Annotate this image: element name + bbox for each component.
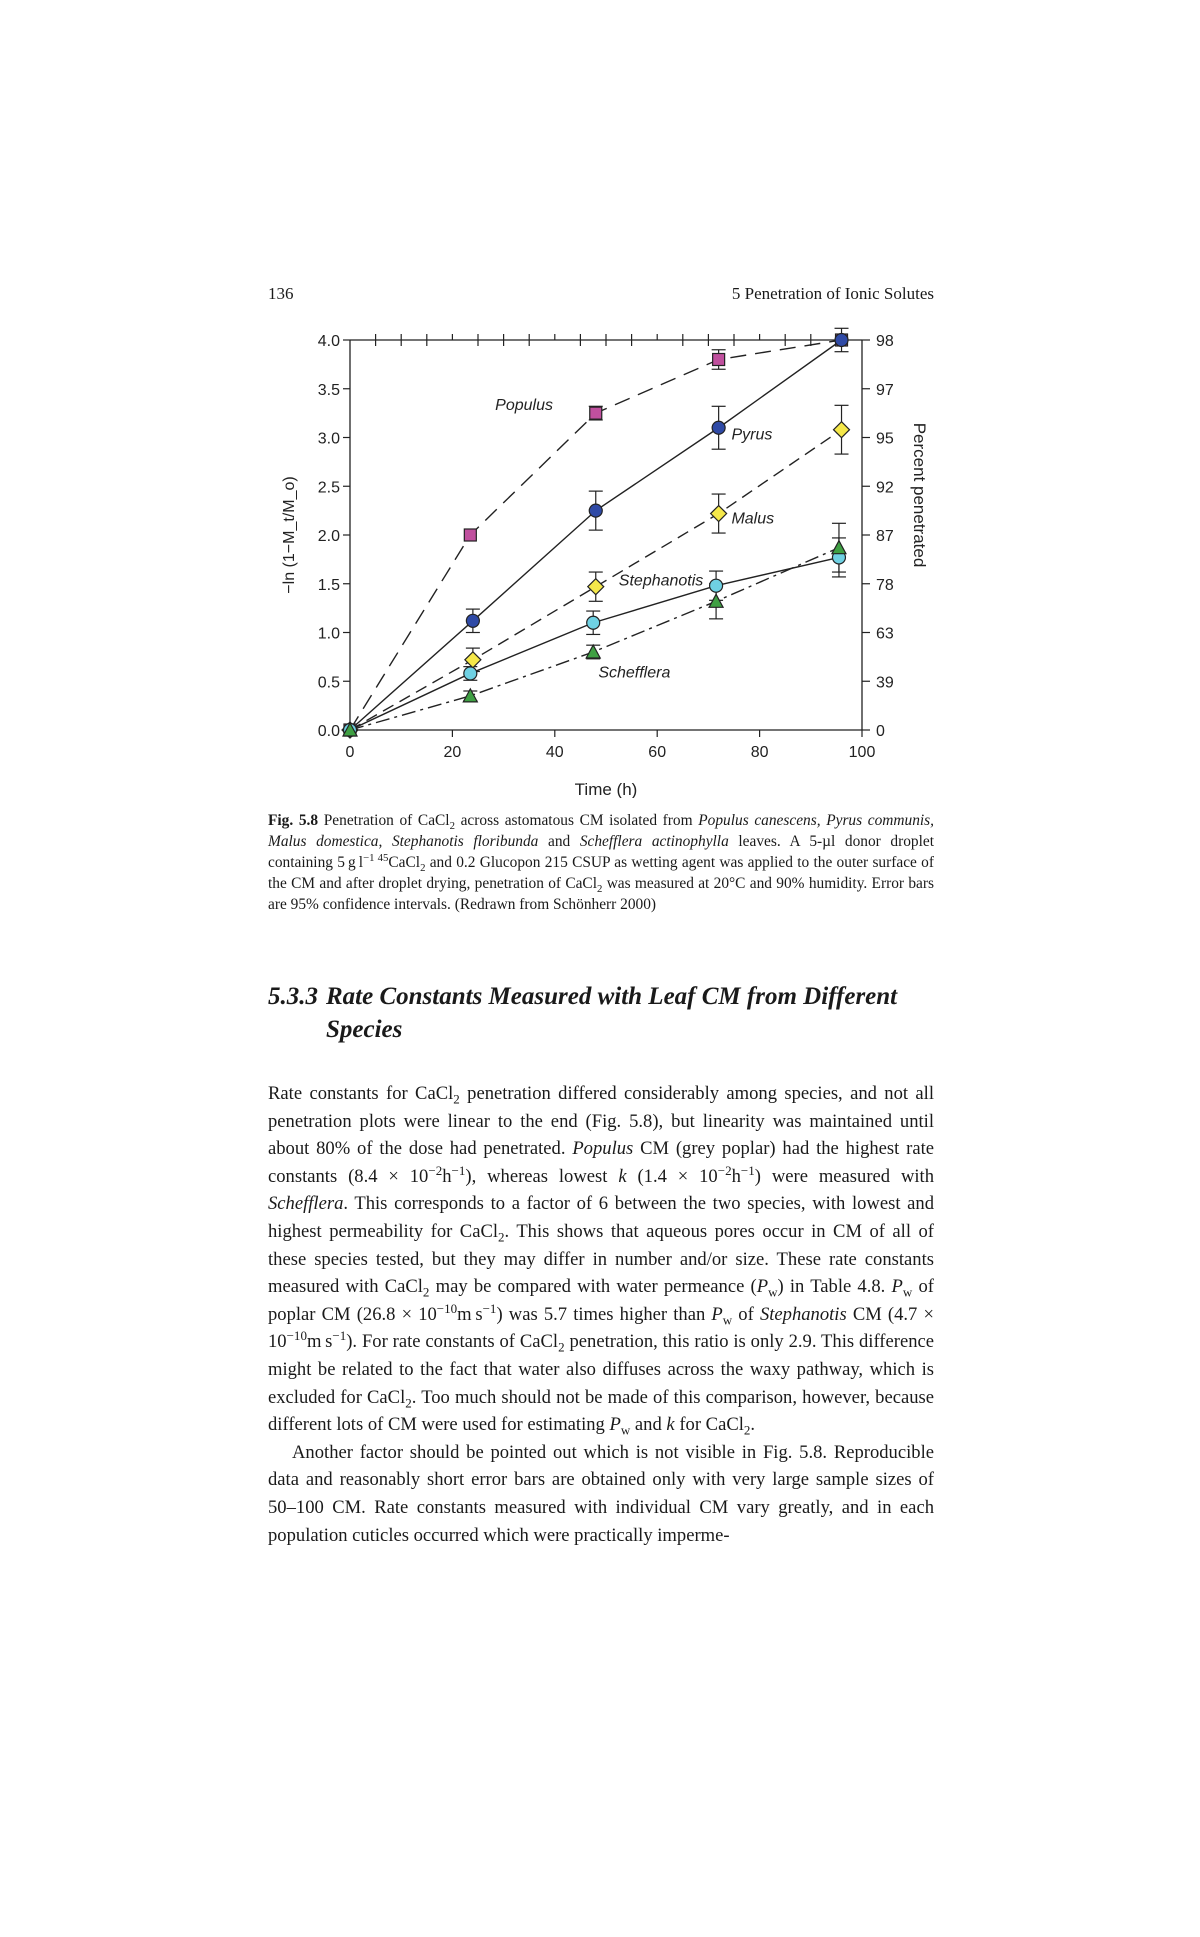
- series-line-populus: [350, 340, 842, 730]
- y2-tick-label: 78: [876, 576, 894, 594]
- marker-malus: [588, 579, 604, 595]
- marker-stephanotis: [587, 616, 600, 629]
- y-tick-label: 1.0: [317, 625, 340, 643]
- y-tick-label: 0.5: [317, 674, 340, 692]
- series-label-schefflera: Schefflera: [598, 664, 671, 682]
- y2-tick-label: 87: [876, 528, 894, 545]
- series-label-pyrus: Pyrus: [731, 426, 773, 444]
- marker-malus: [711, 506, 727, 522]
- section-title-line1: Rate Constants Measured with Leaf CM from Different: [326, 983, 898, 1010]
- y-tick-label: 3.5: [317, 381, 340, 399]
- page-number: 136: [268, 284, 294, 303]
- x-tick-label: 80: [750, 744, 769, 761]
- marker-stephanotis: [464, 667, 477, 680]
- section-number: 5.3.3: [268, 983, 318, 1010]
- figure-caption: Fig. 5.8 Penetration of CaCl$_2$ across astomatous CM isolated from Populus canescens, Pyrus communis, Malus domestica, Stephanotis floribunda and Schefflera actinophylla leaves. A 5-µl donor droplet containing 5 g $l^{-1}$ $^{45}$CaCl$_2$ and 0.2 Glucopon 215 CSUP as wetting agent was applied to the outer surface of the CM and after droplet drying, penetration of CaCl$_2$ was measured at 20°C and 90% humidity. Error bars are 95% confidence intervals. (Redrawn from Schönherr 2000): [268, 812, 935, 913]
- y2-axis-title: Percent penetrated: [910, 422, 929, 568]
- y2-tick-label: 39: [876, 674, 894, 692]
- paragraph-2: Another factor should be pointed out which is not visible in Fig. 5.8. Reproducible data and reasonably short error bars are obtained only with very large sample sizes of 50–100 CM. Rate constants measured with individual CM vary greatly, and in each population cuticles occurred which were practically imperme-: [268, 1441, 934, 1546]
- marker-schefflera: [586, 645, 600, 658]
- y2-tick-label: 63: [876, 625, 894, 643]
- marker-malus: [834, 422, 850, 438]
- marker-schefflera: [832, 541, 846, 554]
- paragraph-1: Rate constants for CaCl$_2$ penetration differed considerably among species, and not all penetration plots were linear to the end (Fig. 5.8), but linearity was maintained until about 80% of the dose had penetrated. Populus CM (grey poplar) had the highest rate constants $(8.4 \times 10^{-2}h^{-1})$, whereas lowest k $(1.4 \times 10^{-2}h^{-1})$ were measured with Schefflera. This corresponds to a factor of 6 between the two species, with lowest and highest permeability for CaCl$_2$. This shows that aqueous pores occur in CM of all of these species tested, but they may differ in number and/or size. These rate constants measured with CaCl$_2$ may be compared with water permeance $(P_w)$ in Table 4.8. $P_w$ of poplar CM ($26.8 \times 10^{-10}m$ $s^{-1}$) was 5.7 times higher than $P_w$ of Stephanotis CM ($4.7 \times 10^{-10}m$ $s^{-1}$). For rate constants of CaCl$_2$ penetration, this ratio is only 2.9. This difference might be related to the fact that water also diffuses across the waxy pathway, which is excluded for CaCl$_2$. Too much should not be made of this comparison, however, because different lots of CM were used for estimating $P_w$ and k for CaCl$_2$.: [268, 1083, 934, 1438]
- figure-label: Fig. 5.8: [268, 812, 319, 829]
- marker-populus: [590, 407, 602, 419]
- marker-populus: [464, 529, 476, 541]
- chart-text: [281, 333, 929, 798]
- series-lines: [350, 340, 842, 730]
- x-tick-label: 0: [345, 744, 355, 761]
- running-title: 5 Penetration of Ionic Solutes: [731, 284, 934, 303]
- y-tick-label: 1.5: [317, 576, 340, 594]
- y2-tick-label: 0: [876, 723, 885, 740]
- y2-tick-label: 92: [876, 479, 894, 497]
- section-title-line2: Species: [326, 1016, 403, 1043]
- y-axis-title: −ln (1−M_t/M_o): [281, 476, 298, 594]
- section-heading: [268, 980, 934, 1046]
- marker-pyrus: [835, 334, 848, 347]
- y-tick-label: 3.0: [317, 430, 340, 448]
- y2-tick-label: 98: [876, 333, 894, 350]
- x-tick-label: 20: [443, 744, 462, 761]
- series-label-malus: Malus: [731, 510, 775, 528]
- marker-stephanotis: [710, 579, 723, 592]
- marker-pyrus: [466, 614, 479, 627]
- y2-tick-label: 97: [876, 381, 894, 399]
- y-tick-label: 4.0: [317, 333, 340, 350]
- marker-malus: [465, 652, 481, 668]
- penetration-chart: [268, 318, 948, 798]
- x-axis-title: Time (h): [574, 780, 638, 798]
- x-tick-label: 40: [545, 744, 564, 761]
- body-text: [268, 1080, 934, 1549]
- error-bars: [463, 328, 848, 700]
- x-tick-label: 60: [648, 744, 667, 761]
- series-label-populus: Populus: [495, 397, 553, 415]
- y-tick-label: 2.5: [317, 479, 340, 497]
- series-line-schefflera: [350, 548, 839, 730]
- y-tick-label: 2.0: [317, 528, 340, 545]
- marker-pyrus: [712, 421, 725, 434]
- y2-tick-label: 95: [876, 430, 894, 448]
- marker-populus: [713, 354, 725, 366]
- series-line-pyrus: [350, 340, 842, 730]
- series-label-stephanotis: Stephanotis: [618, 572, 704, 590]
- x-tick-label: 100: [848, 744, 876, 761]
- marker-pyrus: [589, 504, 602, 517]
- y-tick-label: 0.0: [317, 723, 340, 740]
- data-markers: [342, 334, 850, 739]
